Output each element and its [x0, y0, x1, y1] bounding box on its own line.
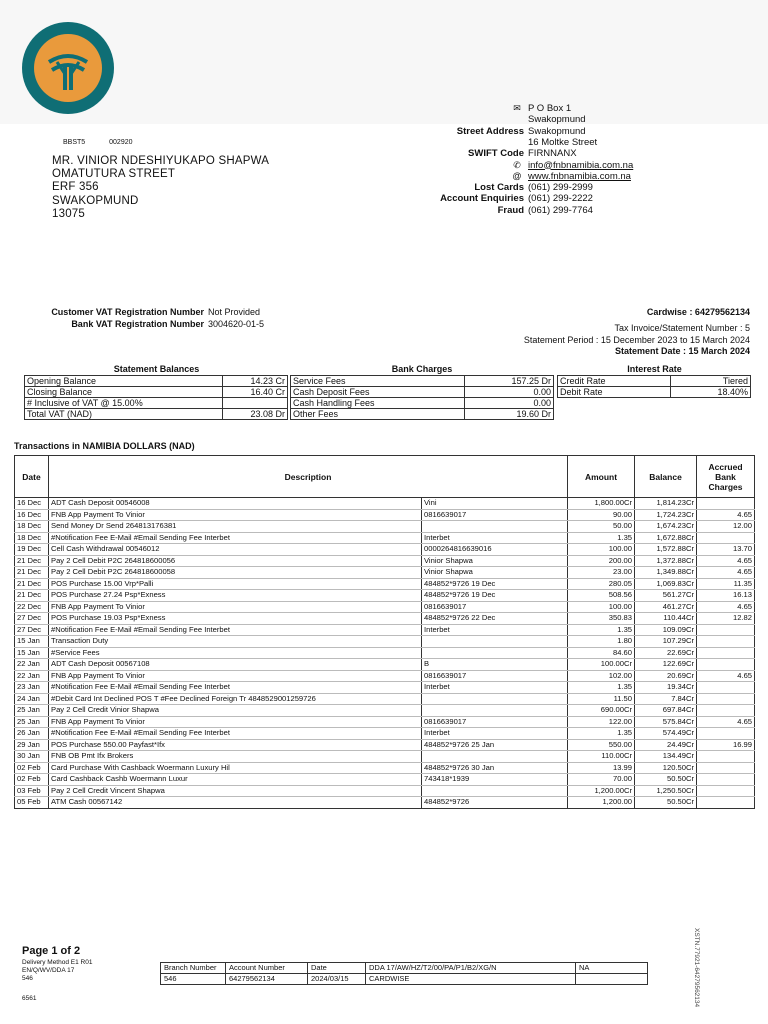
transaction-description: POS Purchase 19.03 Psp*Exness — [49, 613, 422, 625]
charge-row-value: 19.60 Dr — [464, 409, 553, 420]
contact-label: Lost Cards — [474, 182, 524, 194]
contact-value: Swakopmund — [528, 125, 586, 137]
transaction-date: 26 Jan — [15, 728, 49, 740]
delivery-info — [22, 959, 92, 983]
transaction-balance: 7.84Cr — [635, 693, 697, 705]
contact-label: SWIFT Code — [468, 148, 524, 160]
customer-address-line: MR. VINIOR NDESHIYUKAPO SHAPWA — [52, 155, 270, 167]
statement-number: Tax Invoice/Statement Number : 5 — [614, 323, 750, 333]
transaction-balance: 109.09Cr — [635, 624, 697, 636]
transaction-balance: 1,250.50Cr — [635, 785, 697, 797]
transaction-description: Cell Cash Withdrawal 00546012 — [49, 544, 422, 556]
transaction-description: #Notification Fee E-Mail #Email Sending Fee Interbet — [49, 624, 422, 636]
balances-title: Statement Balances — [113, 364, 200, 374]
contact-label: Fraud — [497, 204, 524, 216]
balance-row-value — [223, 398, 288, 409]
transaction-balance: 1,724.23Cr — [635, 509, 697, 521]
transaction-amount: 508.56 — [568, 590, 635, 602]
balance-row-label: Closing Balance — [25, 387, 223, 398]
transaction-balance: 697.84Cr — [635, 705, 697, 717]
cardwise-number: Cardwise : 64279562134 — [646, 307, 750, 317]
transaction-accrued-charges: 13.70 — [697, 544, 755, 556]
transaction-description: #Notification Fee E-Mail #Email Sending Fee Interbet — [49, 728, 422, 740]
transaction-balance: 1,349.88Cr — [635, 567, 697, 579]
transaction-balance: 575.84Cr — [635, 716, 697, 728]
transaction-accrued-charges — [697, 785, 755, 797]
footer-na-label: NA — [576, 963, 648, 974]
fnb-logo — [22, 22, 114, 114]
charge-row-label: Cash Handling Fees — [291, 398, 465, 409]
transaction-amount: 122.00 — [568, 716, 635, 728]
transaction-description: ADT Cash Deposit 00546008 — [49, 498, 422, 510]
transaction-amount: 11.50 — [568, 693, 635, 705]
transaction-accrued-charges — [697, 532, 755, 544]
transaction-description: FNB App Payment To Vinior — [49, 601, 422, 613]
transaction-reference — [422, 521, 568, 533]
transaction-balance: 1,674.23Cr — [635, 521, 697, 533]
customer-address-line: SWAKOPMUND — [52, 194, 139, 207]
transaction-reference: 484852*9726 19 Dec — [422, 590, 568, 602]
transaction-reference — [422, 785, 568, 797]
customer-vat-label: Customer VAT Registration Number — [51, 307, 204, 317]
transaction-balance: 1,372.88Cr — [635, 555, 697, 567]
balance-row-value: 23.08 Dr — [223, 409, 288, 420]
transaction-accrued-charges: 16.99 — [697, 739, 755, 751]
transaction-balance: 574.49Cr — [635, 728, 697, 740]
col-accrued-header: Accrued Bank Charges — [697, 456, 755, 498]
vertical-code: XSTN.77921-64279562134 — [693, 928, 700, 1008]
transaction-description: ATM Cash 00567142 — [49, 797, 422, 809]
transaction-balance: 110.44Cr — [635, 613, 697, 625]
code-right: 002920 — [109, 139, 133, 146]
transaction-amount: 1.35 — [568, 624, 635, 636]
transaction-reference — [422, 705, 568, 717]
interest-title: Interest Rate — [627, 364, 682, 374]
transaction-amount: 1,200.00Cr — [568, 785, 635, 797]
transaction-description: Pay 2 Cell Debit P2C 264818600058 — [49, 567, 422, 579]
transaction-row — [15, 590, 755, 602]
balance-row — [25, 387, 288, 398]
delivery-line: EN/Q/WV/DDA 17 — [22, 967, 75, 974]
transaction-balance: 19.34Cr — [635, 682, 697, 694]
transaction-reference: B — [422, 659, 568, 671]
charge-row — [291, 409, 554, 420]
transaction-row — [15, 624, 755, 636]
mail-icon: ✉ — [513, 103, 521, 113]
customer-address-line: ERF 356 — [52, 181, 99, 194]
transaction-amount: 1.35 — [568, 682, 635, 694]
transaction-accrued-charges: 11.35 — [697, 578, 755, 590]
transaction-accrued-charges: 4.65 — [697, 601, 755, 613]
transaction-accrued-charges: 4.65 — [697, 509, 755, 521]
transaction-date: 15 Jan — [15, 636, 49, 648]
charges-table — [290, 375, 554, 420]
footer-account-value: 64279562134 — [226, 974, 308, 985]
transaction-description: Card Purchase With Cashback Woermann Luxury Hil — [49, 762, 422, 774]
charge-row-value: 157.25 Dr — [464, 376, 553, 387]
transaction-row — [15, 521, 755, 533]
transaction-row — [15, 762, 755, 774]
transaction-date: 02 Feb — [15, 762, 49, 774]
transaction-date: 29 Jan — [15, 739, 49, 751]
footer-empty-value — [576, 974, 648, 985]
transaction-row — [15, 705, 755, 717]
footer-branch-label: Branch Number — [161, 963, 226, 974]
transaction-accrued-charges — [697, 659, 755, 671]
transaction-row — [15, 797, 755, 809]
transaction-accrued-charges: 12.82 — [697, 613, 755, 625]
top-codes — [63, 139, 133, 146]
transaction-reference — [422, 647, 568, 659]
footer-value-row — [161, 974, 648, 985]
transaction-amount: 100.00Cr — [568, 659, 635, 671]
bank-vat-value: 3004620-01-5 — [208, 319, 265, 329]
transaction-reference: 484852*9726 — [422, 797, 568, 809]
transaction-date: 22 Jan — [15, 670, 49, 682]
transaction-accrued-charges — [697, 682, 755, 694]
balance-row-label: Total VAT (NAD) — [25, 409, 223, 420]
transaction-description: Send Money Dr Send 264813176381 — [49, 521, 422, 533]
interest-row-value: 18.40% — [671, 387, 751, 398]
transaction-reference: 0816639017 — [422, 509, 568, 521]
transaction-amount: 550.00 — [568, 739, 635, 751]
transaction-row — [15, 636, 755, 648]
transaction-amount: 23.00 — [568, 567, 635, 579]
balance-row — [25, 376, 288, 387]
charge-row — [291, 376, 554, 387]
transaction-date: 22 Jan — [15, 659, 49, 671]
balance-row-value: 14.23 Cr — [223, 376, 288, 387]
transaction-balance: 134.49Cr — [635, 751, 697, 763]
transaction-amount: 1.35 — [568, 532, 635, 544]
transaction-description: Pay 2 Cell Credit Vinior Shapwa — [49, 705, 422, 717]
balance-row-value: 16.40 Cr — [223, 387, 288, 398]
transaction-row — [15, 647, 755, 659]
transaction-balance: 107.29Cr — [635, 636, 697, 648]
transaction-reference: 0816639017 — [422, 670, 568, 682]
transaction-row — [15, 739, 755, 751]
contact-value: info@fnbnamibia.com.na — [528, 159, 634, 171]
footer-account-label: Account Number — [226, 963, 308, 974]
charge-row — [291, 387, 554, 398]
transaction-row — [15, 774, 755, 786]
interest-row-label: Debit Rate — [558, 387, 671, 398]
transaction-reference: Interbet — [422, 624, 568, 636]
transaction-accrued-charges: 16.13 — [697, 590, 755, 602]
transaction-date: 27 Dec — [15, 613, 49, 625]
transaction-reference: 484852*9726 30 Jan — [422, 762, 568, 774]
transaction-description: FNB OB Pmt Ifx Brokers — [49, 751, 422, 763]
transaction-amount: 690.00Cr — [568, 705, 635, 717]
transaction-accrued-charges — [697, 693, 755, 705]
transaction-reference: 0000264816639016 — [422, 544, 568, 556]
transaction-date: 16 Dec — [15, 498, 49, 510]
transaction-reference: Interbet — [422, 728, 568, 740]
delivery-line: Delivery Method E1 R01 — [22, 959, 93, 966]
transaction-balance: 50.50Cr — [635, 774, 697, 786]
transaction-date: 22 Dec — [15, 601, 49, 613]
charge-row-value: 0.00 — [464, 387, 553, 398]
col-description-header: Description — [49, 456, 568, 498]
transaction-accrued-charges: 4.65 — [697, 670, 755, 682]
transaction-amount: 102.00 — [568, 670, 635, 682]
balance-row-label: # Inclusive of VAT @ 15.00% — [25, 398, 223, 409]
charge-row-value: 0.00 — [464, 398, 553, 409]
transaction-date: 21 Dec — [15, 578, 49, 590]
interest-table — [557, 375, 751, 398]
transaction-balance: 1,069.83Cr — [635, 578, 697, 590]
transaction-amount: 100.00 — [568, 601, 635, 613]
customer-vat-value: Not Provided — [208, 307, 261, 317]
transaction-date: 03 Feb — [15, 785, 49, 797]
transaction-description: ADT Cash Deposit 00567108 — [49, 659, 422, 671]
col-date-header: Date — [15, 456, 49, 498]
delivery-line: 546 — [22, 975, 33, 982]
transaction-amount: 1,200.00 — [568, 797, 635, 809]
transaction-amount: 70.00 — [568, 774, 635, 786]
transactions-header-row — [15, 456, 755, 498]
transaction-reference: Vinior Shapwa — [422, 567, 568, 579]
transaction-row — [15, 509, 755, 521]
contact-value: P O Box 1 — [528, 103, 572, 114]
transaction-row — [15, 716, 755, 728]
transaction-date: 16 Dec — [15, 509, 49, 521]
transaction-row — [15, 578, 755, 590]
transaction-accrued-charges — [697, 705, 755, 717]
header-band — [0, 0, 768, 124]
transaction-reference: Interbet — [422, 532, 568, 544]
transaction-description: #Notification Fee E-Mail #Email Sending Fee Interbet — [49, 532, 422, 544]
transaction-reference — [422, 636, 568, 648]
transaction-row — [15, 613, 755, 625]
interest-row-label: Credit Rate — [558, 376, 671, 387]
customer-address-line: OMATUTURA STREET — [52, 168, 176, 181]
statement-period: Statement Period : 15 December 2023 to 15 March 2024 — [523, 335, 750, 345]
statement-date: Statement Date : 15 March 2024 — [614, 346, 750, 356]
interest-row-value: Tiered — [671, 376, 751, 387]
transaction-date: 24 Jan — [15, 693, 49, 705]
customer-address-line: 13075 — [52, 207, 85, 220]
transaction-accrued-charges: 4.65 — [697, 567, 755, 579]
footer-header-row — [161, 963, 648, 974]
transaction-description: FNB App Payment To Vinior — [49, 509, 422, 521]
transaction-date: 27 Dec — [15, 624, 49, 636]
transaction-row — [15, 728, 755, 740]
transaction-accrued-charges — [697, 751, 755, 763]
transaction-amount: 100.00 — [568, 544, 635, 556]
transaction-balance: 122.69Cr — [635, 659, 697, 671]
transaction-reference: 484852*9726 25 Jan — [422, 739, 568, 751]
balance-row-label: Opening Balance — [25, 376, 223, 387]
transaction-reference: 0816639017 — [422, 601, 568, 613]
transaction-accrued-charges — [697, 498, 755, 510]
transaction-date: 18 Dec — [15, 521, 49, 533]
transaction-amount: 1,800.00Cr — [568, 498, 635, 510]
web-icon: @ — [512, 170, 522, 181]
transaction-description: #Notification Fee E-Mail #Email Sending Fee Interbet — [49, 682, 422, 694]
transaction-description: #Service Fees — [49, 647, 422, 659]
transaction-date: 25 Jan — [15, 716, 49, 728]
transaction-accrued-charges — [697, 797, 755, 809]
transaction-balance: 24.49Cr — [635, 739, 697, 751]
transaction-amount: 90.00 — [568, 509, 635, 521]
transaction-row — [15, 601, 755, 613]
transaction-accrued-charges — [697, 647, 755, 659]
transaction-reference: Vini — [422, 498, 568, 510]
transaction-amount: 50.00 — [568, 521, 635, 533]
code-left: BBST5 — [63, 139, 86, 146]
page-number: Page 1 of 2 — [22, 945, 81, 957]
transaction-description: #Debit Card Int Declined POS T #Fee Declined Foreign Tr 4848529001259726 — [49, 693, 422, 705]
transaction-balance: 1,814.23Cr — [635, 498, 697, 510]
transaction-date: 30 Jan — [15, 751, 49, 763]
transaction-amount: 110.00Cr — [568, 751, 635, 763]
transaction-row — [15, 544, 755, 556]
transaction-accrued-charges — [697, 624, 755, 636]
contact-label: Street Address — [456, 125, 524, 137]
transaction-date: 02 Feb — [15, 774, 49, 786]
bank-vat-label: Bank VAT Registration Number — [71, 319, 204, 329]
contact-label: Account Enquiries — [440, 193, 524, 205]
footer-product-value: CARDWISE — [366, 974, 576, 985]
contact-value: 16 Moltke Street — [528, 136, 598, 148]
col-amount-header: Amount — [568, 456, 635, 498]
transaction-description: POS Purchase 550.00 Payfast*Ifx — [49, 739, 422, 751]
transaction-reference: 484852*9726 19 Dec — [422, 578, 568, 590]
transaction-reference: Interbet — [422, 682, 568, 694]
transaction-balance: 22.69Cr — [635, 647, 697, 659]
transaction-date: 15 Jan — [15, 647, 49, 659]
footer-date-label: Date — [308, 963, 366, 974]
interest-row — [558, 387, 751, 398]
footer-table — [160, 962, 648, 985]
transaction-row — [15, 659, 755, 671]
transaction-amount: 280.05 — [568, 578, 635, 590]
transaction-row — [15, 682, 755, 694]
transaction-description: POS Purchase 15.00 Vrp*Palli — [49, 578, 422, 590]
charge-row-label: Cash Deposit Fees — [291, 387, 465, 398]
transaction-date: 21 Dec — [15, 567, 49, 579]
transaction-accrued-charges: 12.00 — [697, 521, 755, 533]
transaction-reference: 484852*9726 22 Dec — [422, 613, 568, 625]
transaction-amount: 13.99 — [568, 762, 635, 774]
transaction-balance: 461.27Cr — [635, 601, 697, 613]
transaction-description: Pay 2 Cell Credit Vincent Shapwa — [49, 785, 422, 797]
transaction-row — [15, 498, 755, 510]
transaction-balance: 1,572.88Cr — [635, 544, 697, 556]
charge-row-label: Service Fees — [291, 376, 465, 387]
transaction-row — [15, 785, 755, 797]
charge-row — [291, 398, 554, 409]
charges-title: Bank Charges — [391, 364, 453, 374]
transaction-date: 18 Dec — [15, 532, 49, 544]
transaction-date: 25 Jan — [15, 705, 49, 717]
tree-icon — [22, 22, 114, 114]
transaction-balance: 1,672.88Cr — [635, 532, 697, 544]
transaction-date: 21 Dec — [15, 555, 49, 567]
transactions-title: Transactions in NAMIBIA DOLLARS (NAD) — [14, 441, 195, 451]
footer-branch-value: 546 — [161, 974, 226, 985]
col-balance-header: Balance — [635, 456, 697, 498]
contact-value: (061) 299-2999 — [528, 182, 593, 194]
charge-row-label: Other Fees — [291, 409, 465, 420]
email-icon: ✆ — [513, 159, 521, 170]
transaction-accrued-charges — [697, 728, 755, 740]
transaction-amount: 84.60 — [568, 647, 635, 659]
contact-value: (061) 299-7764 — [528, 204, 593, 216]
transaction-amount: 200.00 — [568, 555, 635, 567]
transaction-reference: 743418*1939 — [422, 774, 568, 786]
contact-value: www.fnbnamibia.com.na — [528, 170, 631, 182]
transaction-row — [15, 532, 755, 544]
balance-row — [25, 409, 288, 420]
contact-value: (061) 299-2222 — [528, 193, 593, 205]
transaction-reference — [422, 693, 568, 705]
transaction-description: FNB App Payment To Vinior — [49, 716, 422, 728]
transaction-amount: 1.35 — [568, 728, 635, 740]
transaction-date: 19 Dec — [15, 544, 49, 556]
transaction-description: Card Cashback Cashb Woermann Luxur — [49, 774, 422, 786]
footer-code: 6561 — [22, 995, 37, 1002]
transaction-row — [15, 693, 755, 705]
contact-value: FIRNNANX — [528, 148, 577, 160]
transaction-reference — [422, 751, 568, 763]
transaction-description: Transaction Duty — [49, 636, 422, 648]
transaction-row — [15, 555, 755, 567]
transaction-date: 21 Dec — [15, 590, 49, 602]
balance-row — [25, 398, 288, 409]
transaction-balance: 50.50Cr — [635, 797, 697, 809]
transaction-row — [15, 670, 755, 682]
transaction-balance: 120.50Cr — [635, 762, 697, 774]
transaction-amount: 350.83 — [568, 613, 635, 625]
transactions-table — [14, 455, 755, 809]
transaction-balance: 20.69Cr — [635, 670, 697, 682]
balances-table — [24, 375, 288, 420]
transaction-accrued-charges — [697, 762, 755, 774]
transaction-amount: 1.80 — [568, 636, 635, 648]
transaction-date: 05 Feb — [15, 797, 49, 809]
interest-row — [558, 376, 751, 387]
footer-code-label: DDA 17/AW/HZ/T2/00/PA/P1/B2/XG/N — [366, 963, 576, 974]
transaction-row — [15, 567, 755, 579]
transaction-reference: 0816639017 — [422, 716, 568, 728]
transaction-row — [15, 751, 755, 763]
transaction-description: POS Purchase 27.24 Psp*Exness — [49, 590, 422, 602]
transaction-reference: Vinior Shapwa — [422, 555, 568, 567]
footer-date-value: 2024/03/15 — [308, 974, 366, 985]
transaction-accrued-charges: 4.65 — [697, 555, 755, 567]
transaction-accrued-charges: 4.65 — [697, 716, 755, 728]
transaction-description: FNB App Payment To Vinior — [49, 670, 422, 682]
transaction-date: 23 Jan — [15, 682, 49, 694]
contact-value: Swakopmund — [528, 114, 586, 126]
transaction-accrued-charges — [697, 636, 755, 648]
transaction-balance: 561.27Cr — [635, 590, 697, 602]
transaction-accrued-charges — [697, 774, 755, 786]
transaction-description: Pay 2 Cell Debit P2C 264818600056 — [49, 555, 422, 567]
